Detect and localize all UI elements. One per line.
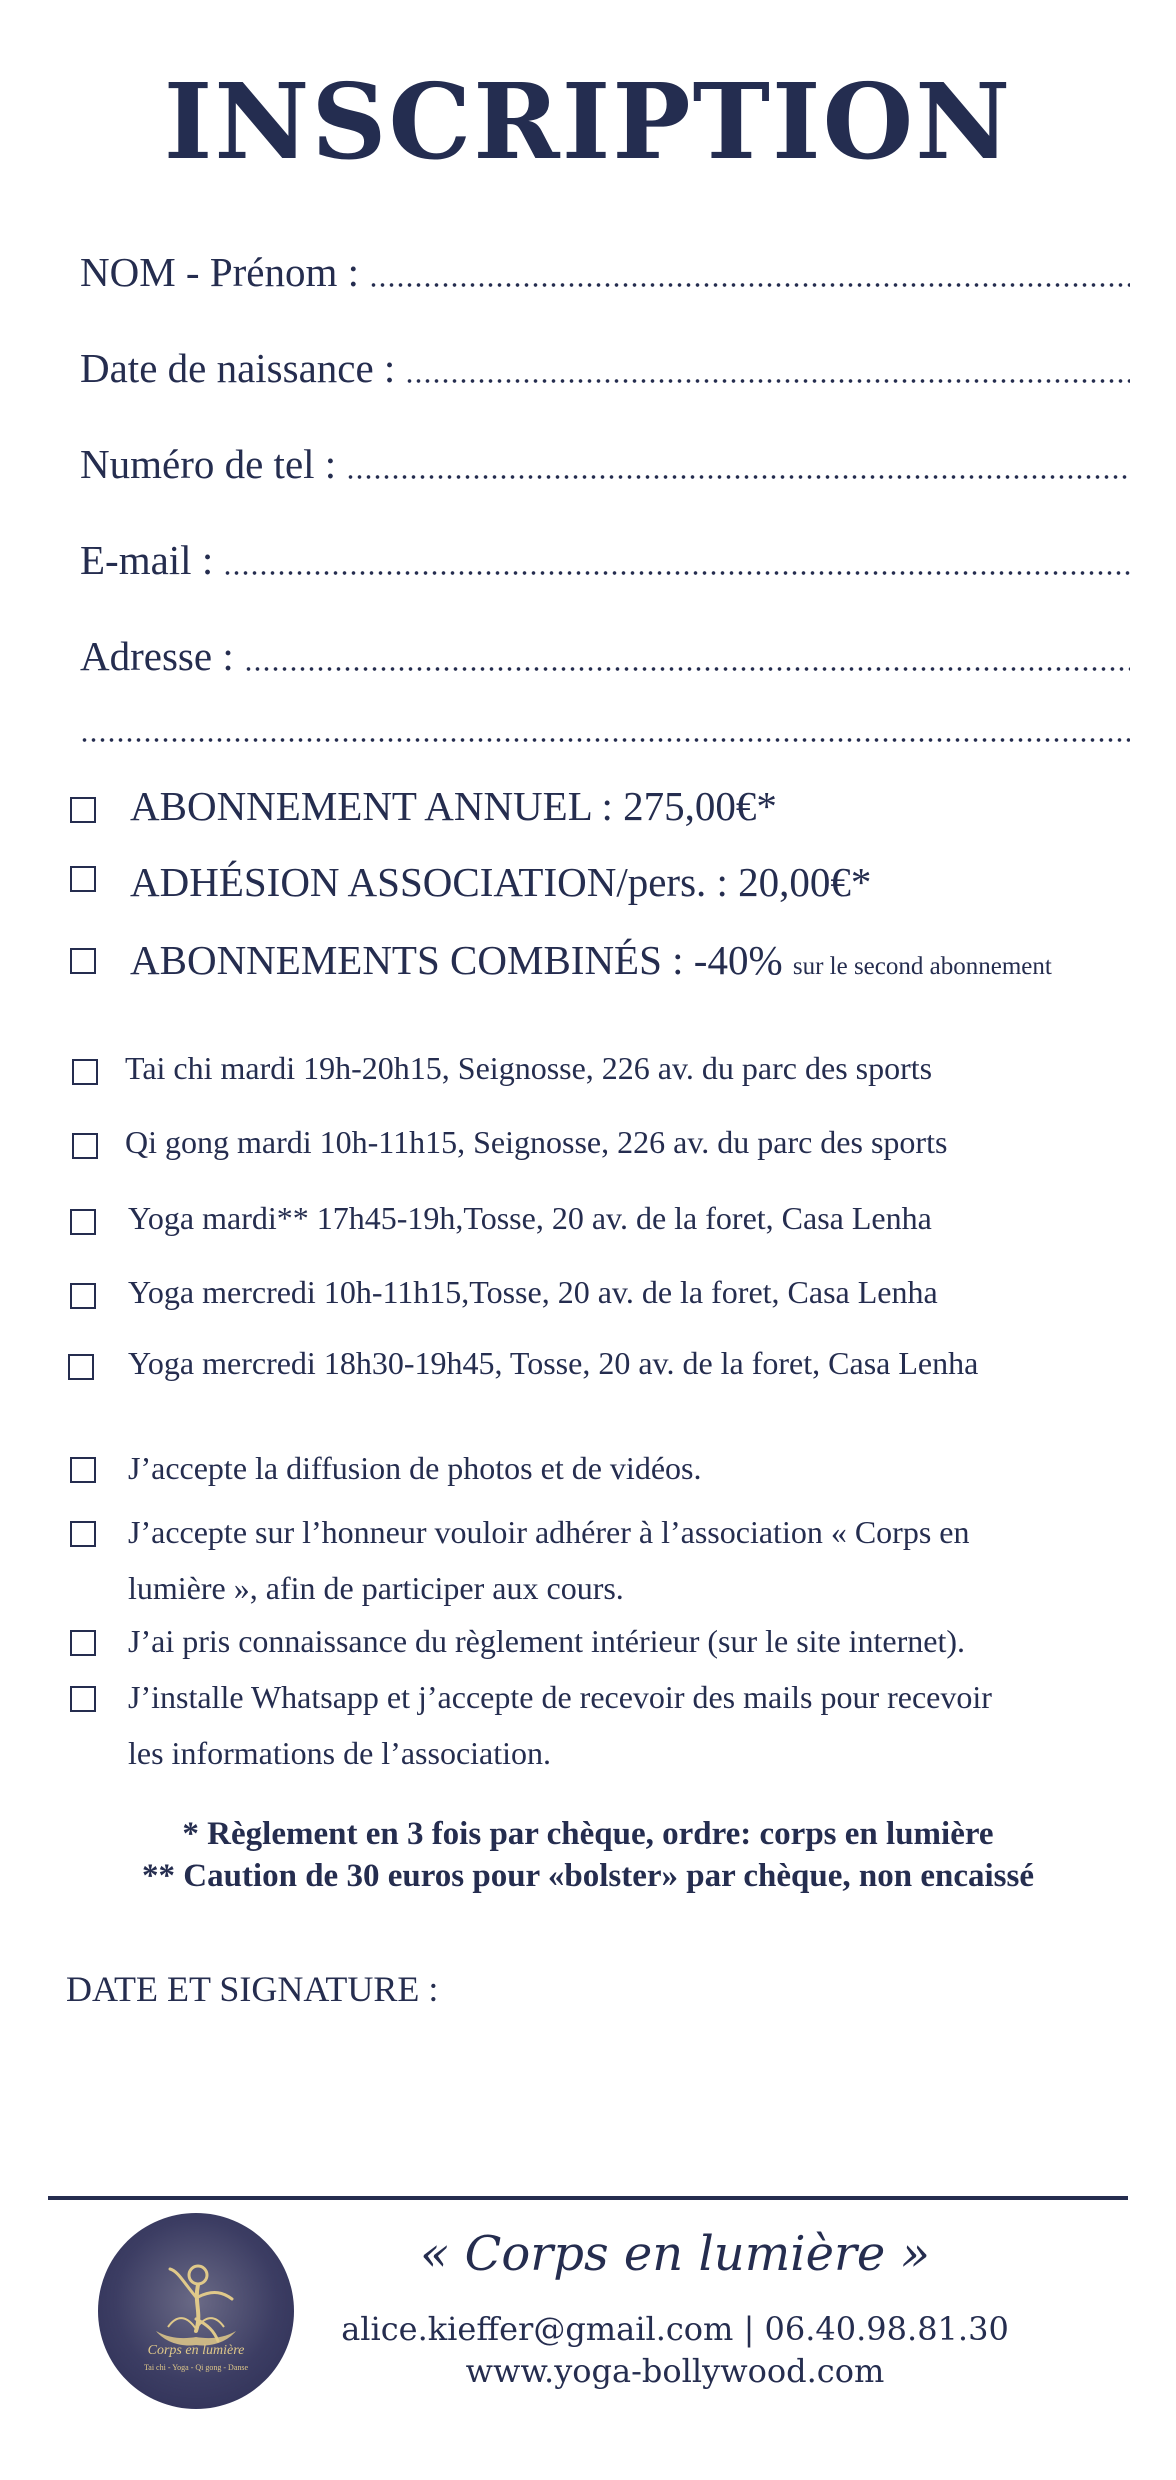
association-name: « Corps en lumière » — [420, 2226, 930, 2282]
note-bolster-deposit: ** Caution de 30 euros pour «bolster» par chèque, non encaissé — [142, 1858, 1034, 1894]
condition-pledge-line-2: lumière », afin de participer aux cours. — [128, 1570, 624, 1606]
option-membership-label: ADHÉSION ASSOCIATION/pers. : 20,00€* — [130, 859, 872, 905]
checkbox-whatsapp-mail-consent[interactable] — [70, 1686, 96, 1712]
course-taichi: Tai chi mardi 19h-20h15, Seignosse, 226 av. du parc des sports — [125, 1050, 933, 1086]
course-qigong: Qi gong mardi 10h-11h15, Seignosse, 226 av. du parc des sports — [125, 1124, 948, 1160]
condition-whatsapp-line-2: les informations de l’association. — [128, 1735, 552, 1771]
option-annual-subscription — [130, 782, 777, 830]
condition-whatsapp-line-1: J’installe Whatsapp et j’accepte de recevoir des mails pour recevoir — [128, 1679, 992, 1715]
contact-line: alice.kieffer@gmail.com | 06.40.98.81.30 — [341, 2310, 1009, 2348]
birthdate-field[interactable] — [80, 342, 1130, 392]
condition-whatsapp-mail-consent — [128, 1669, 992, 1781]
note-payment: * Règlement en 3 fois par chèque, ordre: corps en lumière — [182, 1816, 994, 1852]
checkbox-course-yoga-wednesday-morning[interactable] — [70, 1283, 96, 1309]
condition-photo-consent — [128, 1440, 701, 1496]
address-label: Adresse : — [80, 633, 234, 679]
signature-area[interactable] — [66, 2020, 1126, 2170]
checkbox-course-taichi[interactable] — [72, 1059, 98, 1085]
checkbox-course-qigong[interactable] — [72, 1133, 98, 1159]
checkbox-membership-pledge[interactable] — [70, 1521, 96, 1547]
checkbox-association-membership[interactable] — [70, 866, 96, 892]
name-field[interactable] — [80, 246, 1130, 296]
course-yoga-wednesday-evening: Yoga mercredi 18h30-19h45, Tosse, 20 av. de la foret, Casa Lenha — [128, 1345, 979, 1381]
course-yoga-wednesday-morning: Yoga mercredi 10h-11h15,Tosse, 20 av. de la foret, Casa Lenha — [128, 1274, 938, 1310]
name-label: NOM - Prénom : — [80, 249, 360, 295]
logo-tagline: Tai chi - Yoga - Qi gong - Danse — [143, 2363, 249, 2372]
email-label: E-mail : — [80, 537, 214, 583]
condition-pledge-line-1: J’accepte sur l’honneur vouloir adhérer à l’association « Corps en — [128, 1514, 970, 1550]
option-association-membership — [130, 858, 871, 906]
checkbox-course-yoga-wednesday-evening[interactable] — [68, 1354, 94, 1380]
name-dotted-line — [369, 283, 1130, 287]
address-field[interactable] — [80, 630, 1130, 680]
birthdate-label: Date de naissance : — [80, 345, 396, 391]
address-dotted-line — [244, 667, 1130, 671]
checkbox-annual-subscription[interactable] — [70, 797, 96, 823]
condition-photo-line: J’accepte la diffusion de photos et de vidéos. — [128, 1450, 702, 1486]
date-signature-label: DATE ET SIGNATURE : — [66, 1969, 439, 2009]
phone-dotted-line — [346, 475, 1130, 479]
website[interactable]: www.yoga-bollywood.com — [465, 2352, 885, 2390]
checkbox-course-yoga-tuesday[interactable] — [70, 1209, 96, 1235]
condition-membership-pledge — [128, 1504, 969, 1616]
footer-divider — [48, 2196, 1128, 2200]
condition-rules-line: J’ai pris connaissance du règlement intérieur (sur le site internet). — [128, 1623, 966, 1659]
logo-name: Corps en lumière — [147, 2343, 245, 2358]
option-combined-subscriptions — [130, 936, 1052, 984]
option-combined-label: ABONNEMENTS COMBINÉS : -40% — [130, 937, 783, 983]
course-yoga-tuesday: Yoga mardi** 17h45-19h,Tosse, 20 av. de la foret, Casa Lenha — [128, 1200, 932, 1236]
checkbox-rules-acknowledged[interactable] — [70, 1630, 96, 1656]
birthdate-dotted-line — [405, 379, 1130, 383]
option-combined-note: sur le second abonnement — [792, 953, 1052, 980]
phone-field[interactable] — [80, 438, 1130, 488]
checkbox-combined-subscriptions[interactable] — [70, 948, 96, 974]
email-dotted-line — [223, 571, 1130, 575]
option-annual-label: ABONNEMENT ANNUEL : 275,00€* — [130, 783, 777, 829]
page-title: INSCRIPTION — [163, 60, 1013, 183]
email-field[interactable] — [80, 534, 1130, 584]
address-extra-line[interactable] — [80, 738, 1130, 742]
checkbox-photo-consent[interactable] — [70, 1457, 96, 1483]
phone-label: Numéro de tel : — [80, 441, 337, 487]
condition-rules-acknowledged — [128, 1613, 965, 1669]
